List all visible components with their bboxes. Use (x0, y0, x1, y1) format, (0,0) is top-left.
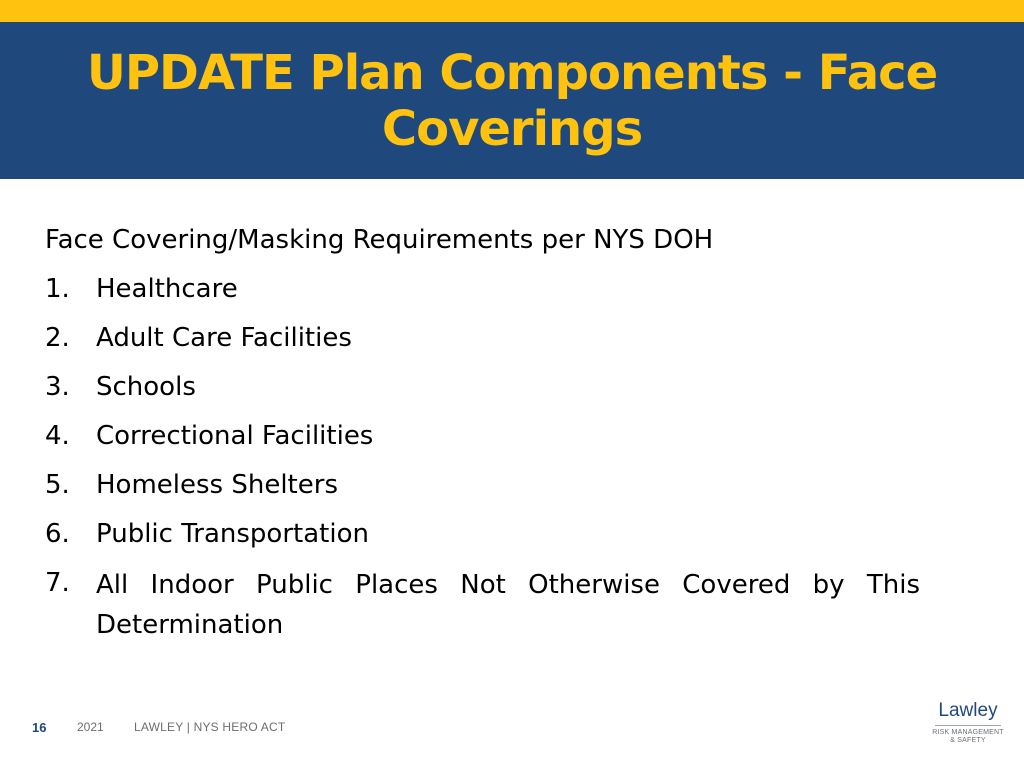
footer-year: 2021 (77, 720, 104, 734)
intro-text: Face Covering/Masking Requirements per NYS DOH (45, 225, 714, 255)
footer-text: LAWLEY | NYS HERO ACT (134, 720, 286, 734)
list-item-number: 1. (45, 274, 70, 304)
logo-tagline: & SAFETY (950, 737, 986, 744)
page-number: 16 (32, 720, 47, 735)
lawley-logo (926, 700, 1010, 752)
list-item-text: Adult Care Facilities (96, 323, 352, 353)
list-item-number: 3. (45, 372, 70, 402)
list-item-text: Correctional Facilities (96, 421, 374, 451)
top-accent-stripe (0, 0, 1024, 22)
list-item-number: 4. (45, 421, 70, 451)
slide-content (45, 222, 920, 658)
list-item-text: Homeless Shelters (96, 470, 338, 500)
logo-divider (935, 725, 1001, 726)
list-item-number: 6. (45, 519, 70, 549)
slide-title: UPDATE Plan Components - Face Coverings (86, 44, 938, 157)
slide-footer (0, 712, 1024, 742)
list-item (45, 565, 920, 645)
list-item-text: All Indoor Public Places Not Otherwise Covered by This Determination (96, 570, 920, 640)
list-item (45, 467, 920, 503)
list-item-number: 2. (45, 323, 70, 353)
requirements-list (45, 271, 920, 645)
list-item (45, 271, 920, 307)
list-item (45, 516, 920, 552)
title-band (0, 22, 1024, 179)
logo-wordmark: Lawley (938, 700, 998, 721)
list-item-number: 7. (45, 568, 70, 598)
list-item-text: Public Transportation (96, 519, 369, 549)
list-item (45, 418, 920, 454)
list-item-text: Healthcare (96, 274, 238, 304)
list-item (45, 369, 920, 405)
list-item (45, 320, 920, 356)
logo-tagline: RISK MANAGEMENT (932, 729, 1004, 736)
list-item-number: 5. (45, 470, 70, 500)
list-item-text: Schools (96, 372, 196, 402)
